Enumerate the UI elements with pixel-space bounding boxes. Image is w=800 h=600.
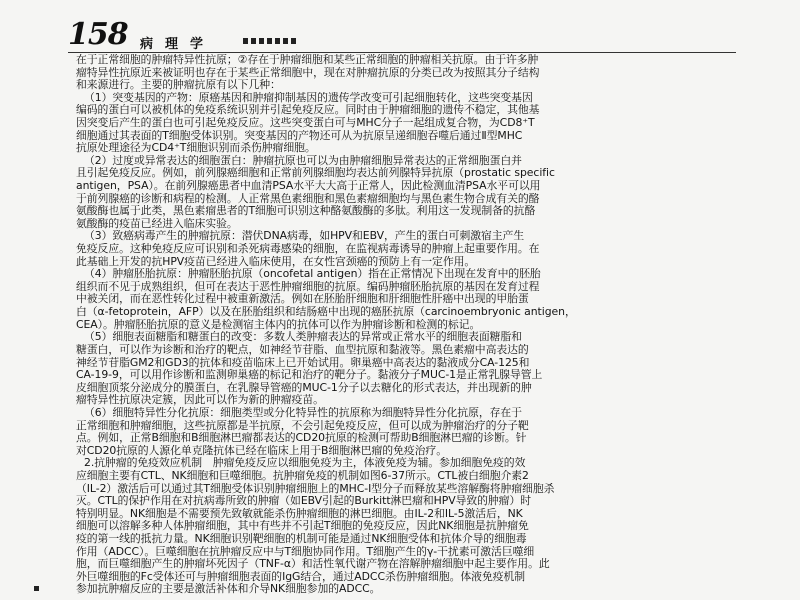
text-line: （2）过度或异常表达的细胞蛋白：肿瘤抗原也可以为由肿瘤细胞异常表达的正常细胞蛋白并 — [84, 154, 522, 167]
text-line: 神经节苷脂GM2和GD3的抗体和疫苗临床上已开始试用。卵巢癌中高表达的黏液成分CA-125和 — [76, 356, 530, 369]
text-line: 中被关闭，而在恶性转化过程中被重新激活。例如在胚胎肝细胞和肝细胞性肝癌中出现的甲胎蛋 — [76, 293, 529, 306]
text-line: 瘤特异性抗原决定簇，因此可以作为新的肿瘤疫苗。 — [76, 394, 324, 407]
text-line: 氨酸酶的疫苗已经进入临床实验。 — [76, 217, 238, 230]
page-edge-mark — [34, 586, 39, 591]
text-line: 细胞可以溶解多种人体肿瘤细胞，其中有些并不引起T细胞的免疫反应，因此NK细胞是抗肿瘤免 — [76, 520, 529, 533]
text-line: 点。例如，正常B细胞和B细胞淋巴瘤都表达的CD20抗原的检测可帮助B细胞淋巴瘤的诊断。针 — [76, 432, 527, 445]
text-line: （IL-2）激活后可以通过其T细胞受体识别肿瘤细胞上的MHC-Ⅰ型分子而释放某些溶解酶将肿瘤细胞杀 — [76, 482, 555, 495]
text-line: 对CD20抗原的人源化单克隆抗体已经在临床上用于B细胞淋巴瘤的免疫治疗。 — [76, 444, 447, 457]
running-title: 病理学 — [140, 37, 216, 52]
text-line: 细胞通过其表面的T细胞受体识别。突变基因的产物还可从为抗原呈递细胞吞噬后通过Ⅱ型MHC — [76, 129, 523, 142]
text-line: 特别明显。NK细胞是不需要预先致敏就能杀伤肿瘤细胞的淋巴细胞。由IL-2和IL-5激活后，NK — [76, 507, 523, 520]
text-line: 灭。CTL的保护作用在对抗病毒所致的肿瘤（如EBV引起的Burkitt淋巴瘤和HPV导致的肿瘤）时 — [76, 495, 532, 508]
text-line: 疫的第一线的抵抗力量。NK细胞识别靶细胞的机制可能是通过NK细胞受体和抗体介导的细胞毒 — [76, 532, 527, 545]
text-line: 正常细胞和肿瘤细胞，这些抗原都是半抗原，不会引起免疫反应，但可以成为肿瘤治疗的分子靶 — [76, 419, 529, 432]
text-line: 皮细胞顶浆分泌成分的膜蛋白，在乳腺导管癌的MUC-1分子以去糖化的形式表达，并出现新的肿 — [76, 381, 532, 394]
text-line: 抗原处理途径为CD4⁺T细胞识别而杀伤肿瘤细胞。 — [76, 142, 316, 155]
text-line: （6）细胞特异性分化抗原：细胞类型或分化特异性的抗原称为细胞特异性分化抗原，存在于 — [84, 406, 522, 419]
text-line: 白（α-fetoprotein，AFP）以及在胚胎组织和结肠癌中出现的癌胚抗原（carcinoembryonic antigen， — [76, 306, 576, 319]
text-line: 外巨噬细胞的Fc受体还可与肿瘤细胞表面的IgG结合，通过ADCC杀伤肿瘤细胞。体液免疫机制 — [76, 570, 526, 583]
text-line: 胞，而巨噬细胞产生的肿瘤坏死因子（TNF-α）和活性氧代谢产物在溶解肿瘤细胞中起主要作用。此 — [76, 558, 550, 571]
header-rule — [68, 52, 736, 53]
text-line: 免疫反应。这种免疫反应可识别和杀死病毒感染的细胞，在监视病毒诱导的肿瘤上起重要作用。在 — [76, 243, 540, 256]
text-line: （4）肿瘤胚胎抗原：肿瘤胚胎抗原（oncofetal antigen）指在正常情况下出现在发育中的胚胎 — [84, 268, 541, 281]
text-line: 编码的蛋白可以被机体的免疫系统识别并引起免疫反应。同时由于肿瘤细胞的遗传不稳定，其他基 — [76, 104, 540, 117]
text-line: 且引起免疫反应。例如，前列腺癌细胞和正常前列腺细胞均表达前列腺特异抗原（prostatic specific — [76, 167, 555, 180]
text-line: （3）致癌病毒产生的肿瘤抗原：潜伏DNA病毒，如HPV和EBV，产生的蛋白可刺激宿主产生 — [84, 230, 525, 243]
text-line: 作用（ADCC）。巨噬细胞在抗肿瘤反应中与T细胞协同作用。T细胞产生的γ-干扰素可激活巨噬细 — [76, 545, 535, 558]
text-line: （1）突变基因的产物：原癌基因和肿瘤抑制基因的遗传学改变可引起细胞转化，这些突变基因 — [84, 91, 533, 104]
text-line: （5）细胞表面糖脂和糖蛋白的改变：多数人类肿瘤表达的异常或正常水平的细胞表面糖脂和 — [84, 331, 522, 344]
page-number: 158 — [68, 17, 128, 52]
text-line: 组织而不见于成熟组织，但可在表达于恶性肿瘤细胞的抗原。编码肿瘤胚胎抗原的基因在发育过程 — [76, 280, 540, 293]
text-line: 在于正常细胞的肿瘤特异性抗原；②存在于肿瘤细胞和某些正常细胞的肿瘤相关抗原。由于许多肿 — [76, 54, 539, 66]
text-line: 参加抗肿瘤反应的主要是激活补体和介导NK细胞参加的ADCC。 — [76, 583, 381, 596]
text-line: 糖蛋白，可以作为诊断和治疗的靶点，如神经节苷脂、血型抗原和黏液等。黑色素瘤中高表达的 — [76, 343, 529, 356]
text-line: 因突变后产生的蛋白也可引起免疫反应。这些突变蛋白可与MHC分子一起组成复合物，为CD8⁺T — [76, 117, 535, 130]
text-line: antigen，PSA）。在前列腺癌患者中血清PSA水平大大高于正常人，因此检测血清PSA水平可以用 — [76, 180, 541, 193]
text-line: 此基础上开发的抗HPV疫苗已经进入临床使用，在女性宫颈癌的预防上有一定作用。 — [76, 255, 476, 268]
text-line: 瘤特异性抗原近来被证明也存在于某些正常细胞中，现在对肿瘤抗原的分类已改为按照其分子结构 — [76, 66, 540, 79]
text-line: 氨酸酶也属于此类，黑色素瘤患者的T细胞可识别这种酪氨酸酶的多肽。利用这一发现制备的抗酪 — [76, 205, 536, 218]
text-line: CEA）。肿瘤胚胎抗原的意义是检测宿主体内的抗体可以作为肿瘤诊断和检测的标记。 — [76, 318, 481, 331]
text-line: 于前列腺癌的诊断和病程的检测。人正常黑色素细胞和黑色素瘤细胞均与黑色素生物合成有关的酪 — [76, 192, 540, 205]
text-line: CA-19-9，可以用作诊断和监测卵巢癌的标记和治疗的靶分子。黏液分子MUC-1是正常乳腺导管上 — [76, 369, 543, 382]
text-line: 和来源进行。主要的肿瘤抗原有以下几种： — [76, 79, 281, 92]
header-dots — [243, 38, 299, 44]
text-line: 2.抗肿瘤的免疫效应机制 肿瘤免疫反应以细胞免疫为主，体液免疫为辅。参加细胞免疫的效 — [84, 457, 526, 470]
text-line: 应细胞主要有CTL、NK细胞和巨噬细胞。抗肿瘤免疫的机制如图6-37所示。CTL被白细胞介素2 — [76, 469, 529, 482]
